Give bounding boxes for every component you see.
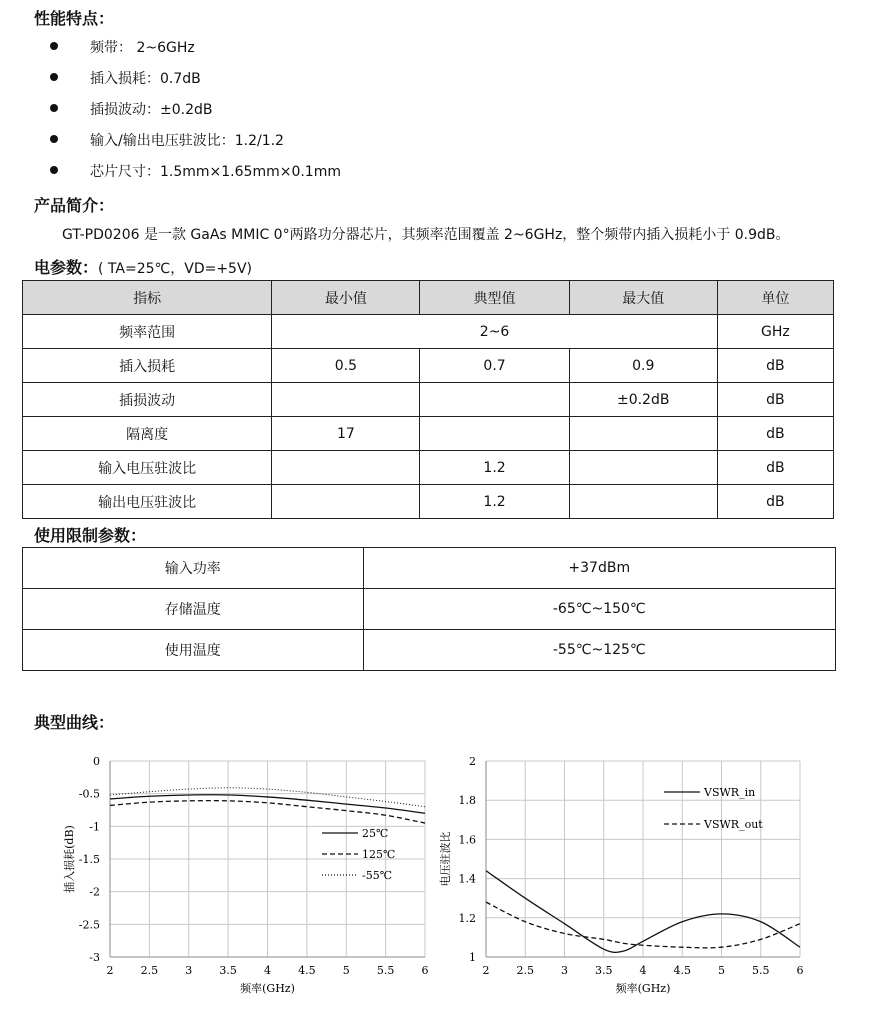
electrical-table bbox=[22, 280, 834, 519]
x-tick-label: 2.5 bbox=[140, 964, 159, 977]
x-tick-label: 5 bbox=[342, 964, 350, 977]
curves-title: 典型曲线： bbox=[34, 713, 115, 732]
bullet-icon bbox=[50, 135, 58, 143]
table-cell: 0.5 bbox=[272, 349, 420, 383]
table-cell: +37dBm bbox=[363, 548, 835, 589]
x-tick-label: 3 bbox=[561, 964, 568, 977]
table-row bbox=[23, 349, 834, 383]
table-cell: 输出电压驻波比 bbox=[23, 485, 272, 519]
y-tick-label: 1.6 bbox=[458, 833, 476, 847]
bullet-icon bbox=[50, 42, 58, 50]
table-cell: 频率范围 bbox=[23, 315, 272, 349]
feature-item: 插入损耗：0.7dB bbox=[90, 71, 201, 87]
legend-label: 125℃ bbox=[362, 848, 396, 861]
table-row bbox=[23, 548, 836, 589]
table-row bbox=[23, 451, 834, 485]
x-tick-label: 3 bbox=[185, 964, 193, 977]
legend-label: VSWR_out bbox=[704, 818, 763, 831]
table-cell: 2~6 bbox=[272, 315, 718, 349]
y-axis-label: 电压驻波比 bbox=[439, 831, 452, 887]
x-tick-label: 2.5 bbox=[516, 964, 534, 977]
table-cell: dB bbox=[717, 417, 833, 451]
bullet-icon bbox=[50, 166, 58, 174]
x-tick-label: 5 bbox=[718, 964, 725, 977]
table-cell: 1.2 bbox=[420, 451, 569, 485]
x-tick-label: 5.5 bbox=[752, 964, 770, 977]
table-cell: 输入功率 bbox=[23, 548, 364, 589]
features-title: 性能特点： bbox=[34, 9, 115, 28]
x-tick-label: 3.5 bbox=[219, 964, 237, 977]
bullet-icon bbox=[50, 73, 58, 81]
x-tick-label: 6 bbox=[421, 964, 429, 977]
table-cell: -65℃~150℃ bbox=[363, 589, 835, 630]
table-cell bbox=[272, 383, 420, 417]
table-cell: GHz bbox=[717, 315, 833, 349]
intro-title: 产品简介： bbox=[34, 196, 115, 215]
y-tick-label: 1 bbox=[469, 951, 476, 964]
x-tick-label: 2 bbox=[482, 964, 490, 977]
table-row bbox=[23, 630, 836, 671]
y-axis-label: 插入损耗(dB) bbox=[63, 825, 76, 893]
table-cell bbox=[569, 485, 717, 519]
bullet-icon bbox=[50, 104, 58, 112]
y-tick-label: 1.2 bbox=[458, 911, 476, 925]
table-cell bbox=[272, 485, 420, 519]
table-cell: 输入电压驻波比 bbox=[23, 451, 272, 485]
x-tick-label: 4.5 bbox=[298, 964, 316, 977]
feature-item: 输入/输出电压驻波比：1.2/1.2 bbox=[90, 133, 284, 149]
y-tick-label: -2.5 bbox=[78, 918, 100, 932]
table-row bbox=[23, 485, 834, 519]
feature-item: 插损波动：±0.2dB bbox=[90, 102, 213, 118]
legend-label: -55℃ bbox=[362, 869, 393, 882]
table-cell: dB bbox=[717, 383, 833, 417]
x-axis-label: 频率(GHz) bbox=[615, 982, 671, 995]
table-cell: ±0.2dB bbox=[569, 383, 717, 417]
table-cell: 0.7 bbox=[420, 349, 569, 383]
y-tick-label: -0.5 bbox=[78, 787, 100, 801]
header-cell: 指标 bbox=[23, 281, 272, 315]
y-tick-label: 1.8 bbox=[458, 794, 476, 808]
x-axis-label: 频率(GHz) bbox=[240, 982, 295, 995]
electrical-title bbox=[34, 255, 252, 278]
electrical-note: ( TA=25℃，VD=+5V) bbox=[98, 261, 253, 277]
x-tick-label: 4 bbox=[264, 964, 271, 977]
x-tick-label: 3.5 bbox=[595, 964, 613, 977]
feature-item: 频带： 2~6GHz bbox=[90, 40, 195, 56]
table-cell bbox=[420, 417, 569, 451]
legend-label: VSWR_in bbox=[704, 786, 756, 799]
table-cell: 插损波动 bbox=[23, 383, 272, 417]
limits-title: 使用限制参数： bbox=[34, 526, 147, 545]
header-cell: 最小值 bbox=[272, 281, 420, 315]
y-tick-label: 0 bbox=[93, 755, 100, 768]
y-tick-label: -1 bbox=[89, 820, 100, 834]
table-cell: dB bbox=[717, 451, 833, 485]
table-header-row bbox=[23, 281, 834, 315]
header-cell: 最大值 bbox=[569, 281, 717, 315]
table-cell bbox=[569, 451, 717, 485]
y-tick-label: 2 bbox=[469, 755, 476, 768]
table-row bbox=[23, 383, 834, 417]
limits-table bbox=[22, 547, 836, 671]
y-tick-label: -3 bbox=[89, 951, 100, 964]
table-cell: 17 bbox=[272, 417, 420, 451]
table-row bbox=[23, 589, 836, 630]
table-cell: dB bbox=[717, 485, 833, 519]
insertion-loss-chart bbox=[50, 750, 440, 1006]
x-tick-label: 5.5 bbox=[376, 964, 395, 977]
x-tick-label: 2 bbox=[106, 964, 114, 977]
table-cell: 1.2 bbox=[420, 485, 569, 519]
table-row bbox=[23, 315, 834, 349]
header-cell: 典型值 bbox=[420, 281, 569, 315]
table-cell: 隔离度 bbox=[23, 417, 272, 451]
x-tick-label: 6 bbox=[796, 964, 804, 977]
legend-label: 25℃ bbox=[362, 827, 389, 840]
table-cell bbox=[569, 417, 717, 451]
x-tick-label: 4.5 bbox=[673, 964, 691, 977]
table-cell: 插入损耗 bbox=[23, 349, 272, 383]
table-cell bbox=[420, 383, 569, 417]
x-tick-label: 4 bbox=[639, 964, 647, 977]
header-cell: 单位 bbox=[717, 281, 833, 315]
y-tick-label: 1.4 bbox=[458, 872, 476, 886]
feature-item: 芯片尺寸：1.5mm×1.65mm×0.1mm bbox=[90, 164, 341, 180]
vswr-chart bbox=[430, 750, 820, 1006]
table-cell: dB bbox=[717, 349, 833, 383]
y-tick-label: -1.5 bbox=[78, 853, 100, 866]
table-cell: 0.9 bbox=[569, 349, 717, 383]
intro-text: GT-PD0206 是一款 GaAs MMIC 0°两路功分器芯片，其频率范围覆盖 2~6GHz，整个频带内插入损耗小于 0.9dB。 bbox=[62, 227, 790, 243]
table-cell: -55℃~125℃ bbox=[363, 630, 835, 671]
table-cell bbox=[272, 451, 420, 485]
table-cell: 使用温度 bbox=[23, 630, 364, 671]
electrical-title-text: 电参数： bbox=[34, 258, 99, 277]
y-tick-label: -2 bbox=[89, 885, 100, 899]
table-cell: 存储温度 bbox=[23, 589, 364, 630]
table-row bbox=[23, 417, 834, 451]
